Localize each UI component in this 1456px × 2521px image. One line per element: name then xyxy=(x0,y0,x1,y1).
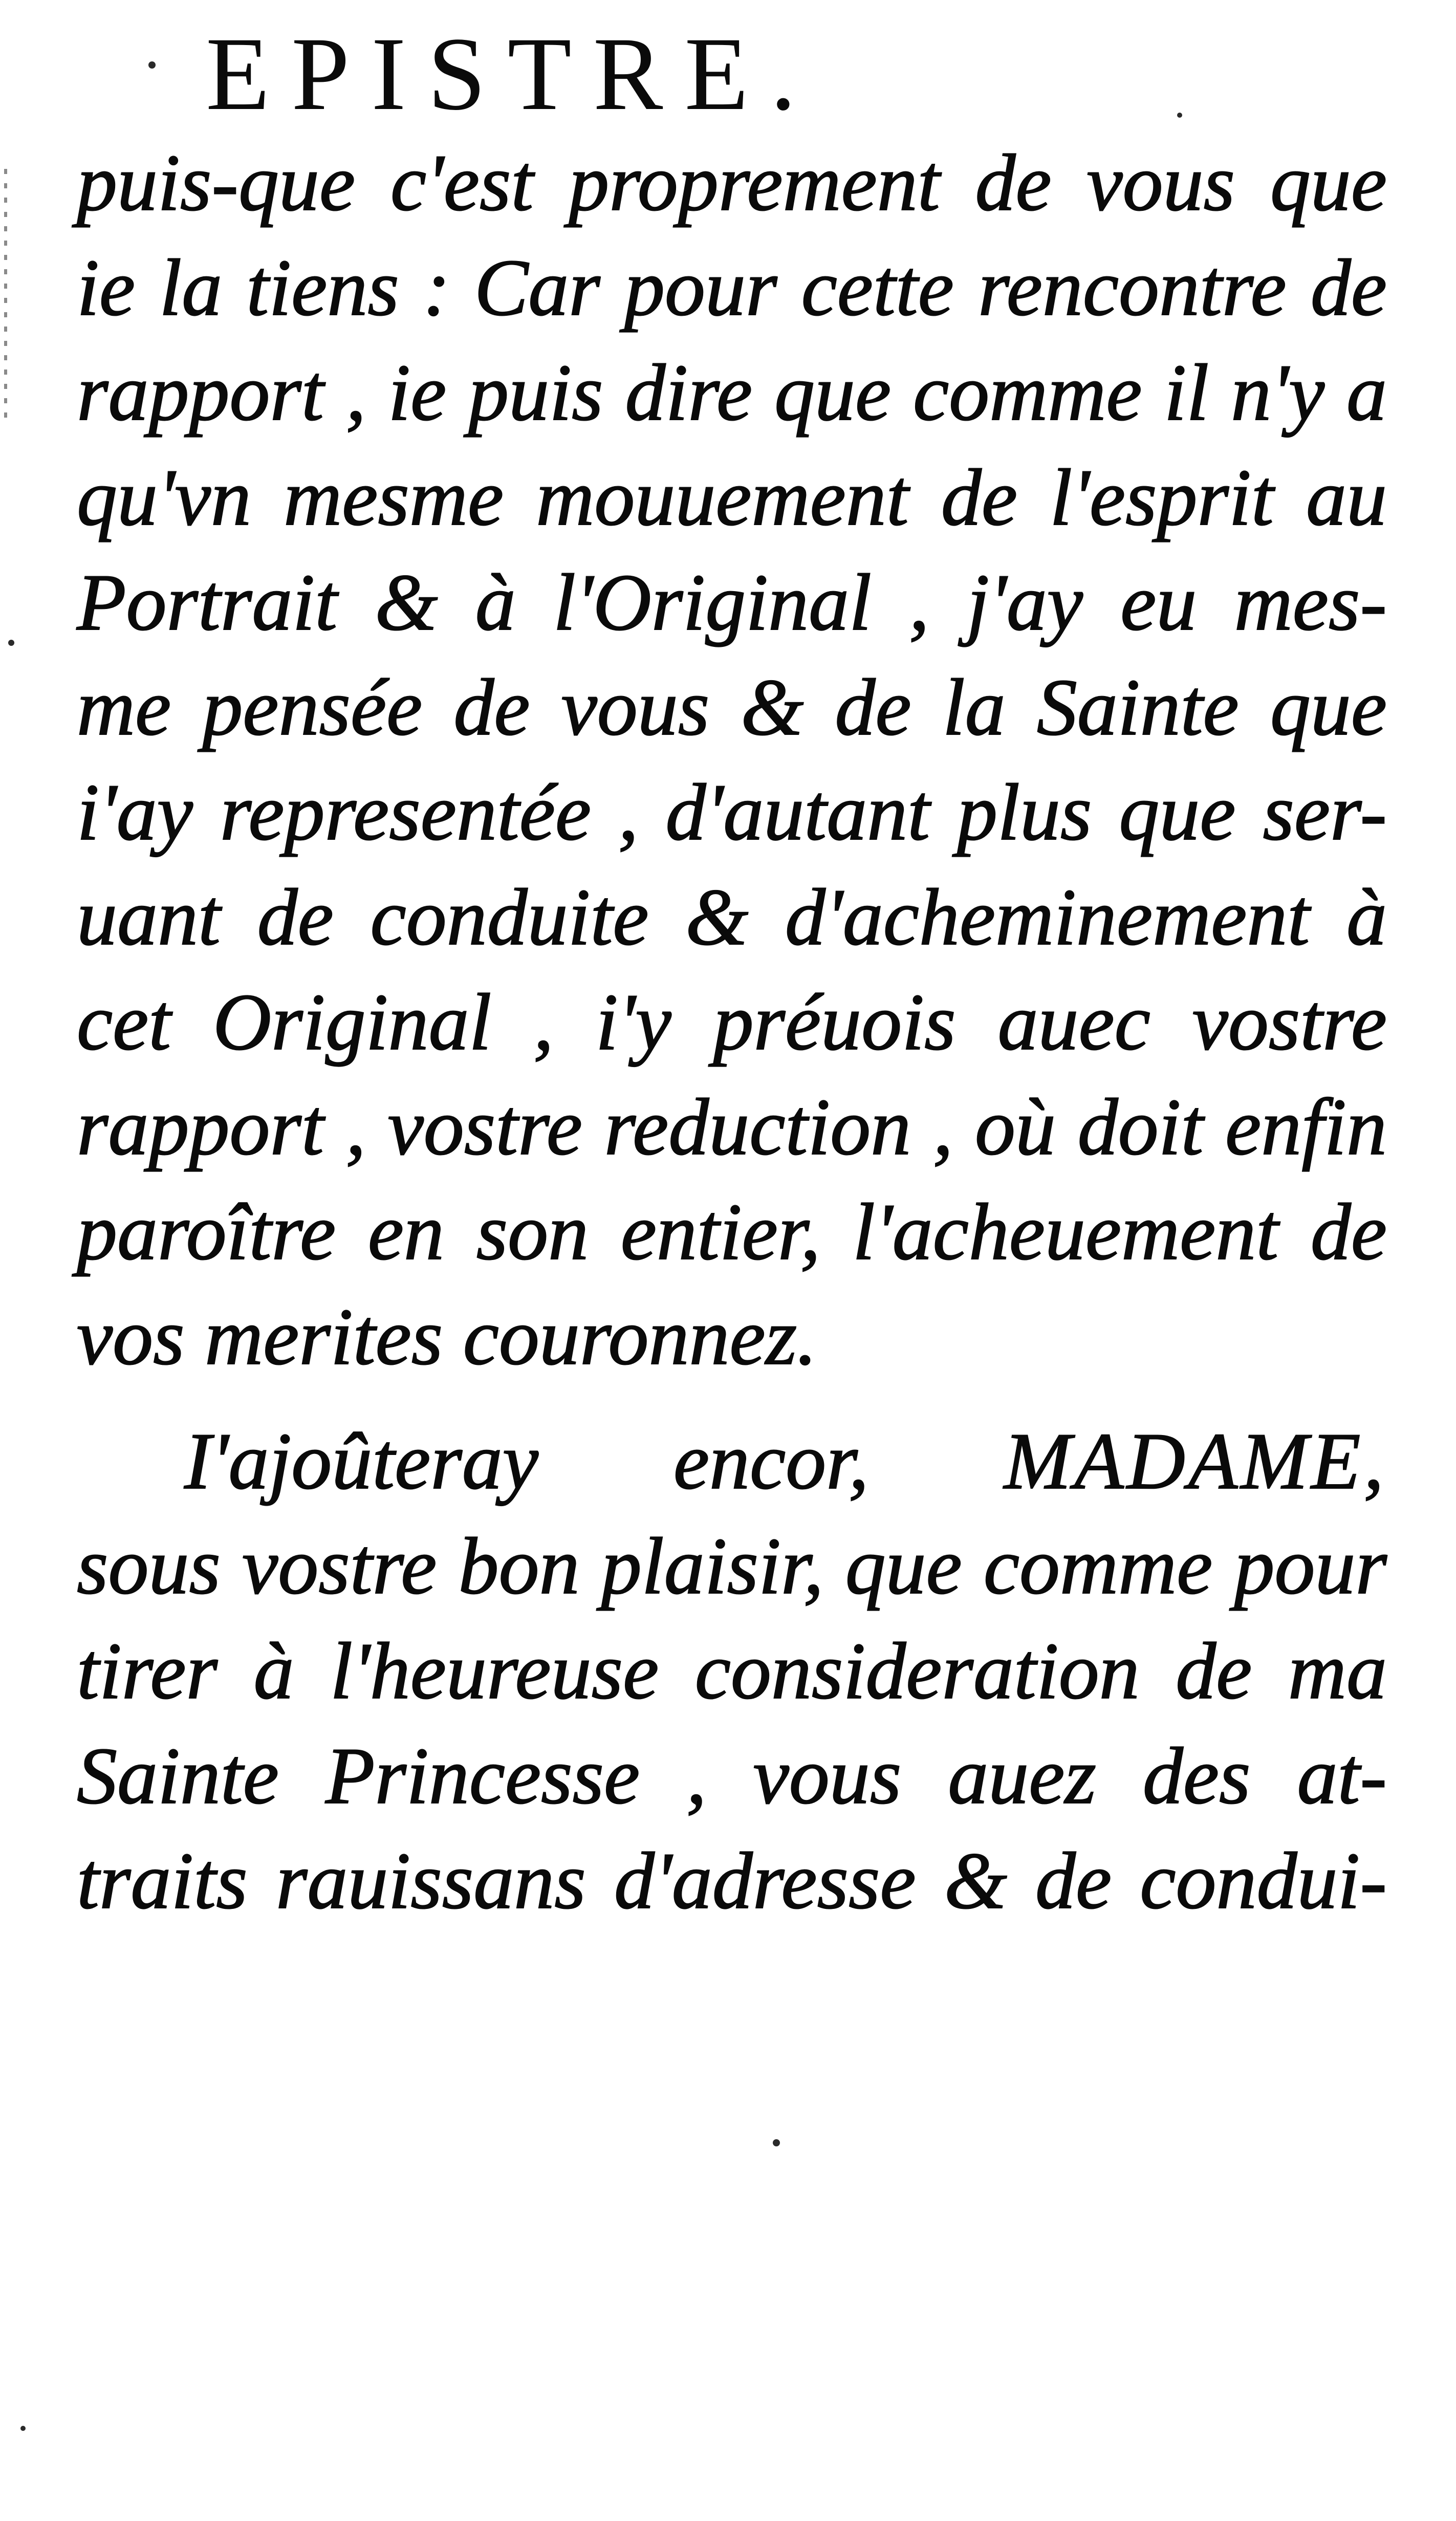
scan-speck xyxy=(20,2426,26,2431)
text-line: tirer à l'heureuse consideration de ma xyxy=(77,1626,1387,1716)
text-line: puis-que c'est proprement de vous que xyxy=(77,138,1387,228)
body-text xyxy=(77,131,1387,1933)
scan-speck xyxy=(1177,113,1182,118)
text-line: qu'vn mesme mouuement de l'esprit au xyxy=(77,453,1387,542)
text-line: vos merites couronnez. xyxy=(77,1292,817,1382)
text-line: sous vostre bon plaisir, que comme pour xyxy=(77,1522,1387,1611)
scan-speck xyxy=(148,61,156,69)
scan-speck xyxy=(8,640,14,646)
text-line: ie la tiens : Car pour cette rencontre de xyxy=(77,243,1387,333)
paragraph-gap xyxy=(77,1389,1387,1409)
text-line: Sainte Princesse , vous auez des at- xyxy=(77,1731,1387,1821)
text-line: rapport , ie puis dire que comme il n'y a xyxy=(77,348,1387,438)
text-line: traits rauissans d'adresse & de condui- xyxy=(77,1836,1387,1926)
scan-speck xyxy=(773,2139,780,2146)
scan-margin-mark xyxy=(4,169,7,425)
text-line: paroître en son entier, l'acheuement de xyxy=(77,1187,1387,1277)
paragraph-lead: I'ajoûteray encor, xyxy=(184,1417,869,1506)
paragraph-opening-line xyxy=(77,1409,1387,1514)
text-line: cet Original , i'y préuois auec vostre xyxy=(77,977,1387,1067)
text-line: me pensée de vous & de la Sainte que xyxy=(77,663,1387,752)
text-line: i'ay representée , d'autant plus que ser- xyxy=(77,768,1387,857)
text-line: rapport , vostre reduction , où doit enfin xyxy=(77,1082,1387,1172)
text-line: uant de conduite & d'acheminement à xyxy=(77,873,1387,962)
text-line: Portrait & à l'Original , j'ay eu mes- xyxy=(77,558,1387,647)
running-head: EPISTRE. xyxy=(206,16,818,132)
address-madame: MADAME, xyxy=(1004,1417,1387,1506)
